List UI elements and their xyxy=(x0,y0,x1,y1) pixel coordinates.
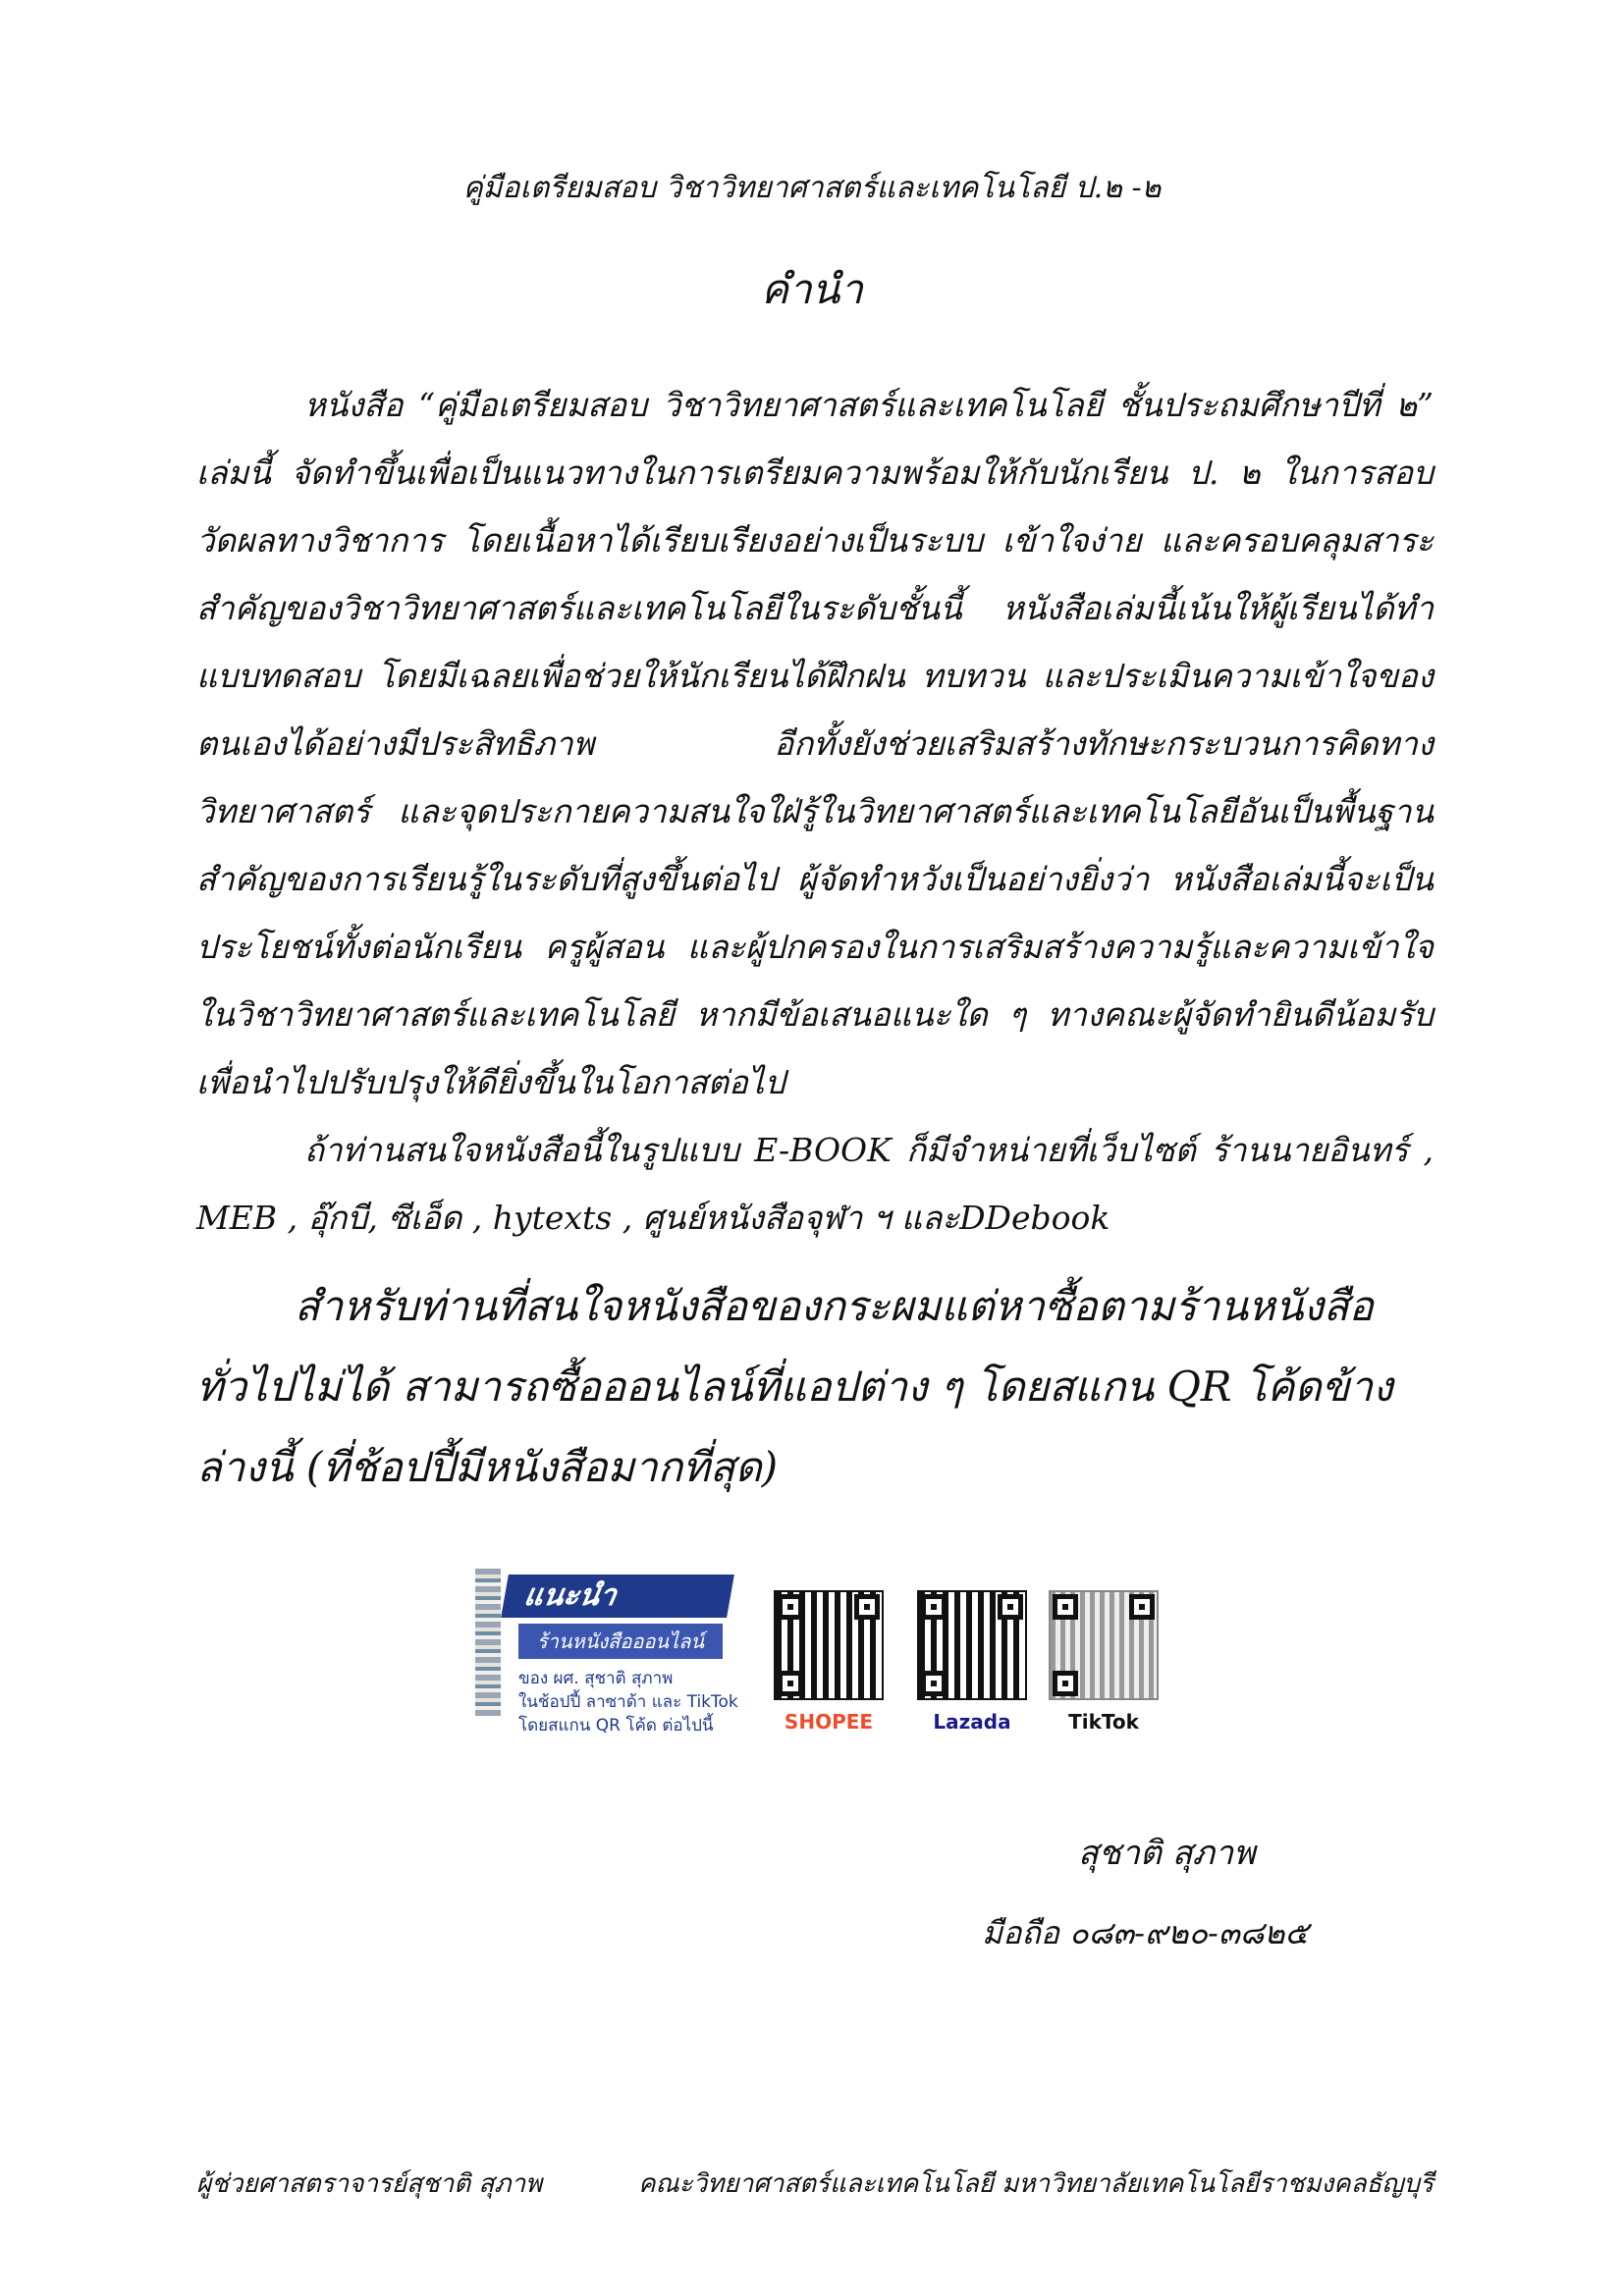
tiktok-qr-group[interactable] xyxy=(1045,1590,1163,1767)
online-shop-banner xyxy=(475,1569,1163,1775)
recommend-card xyxy=(475,1569,750,1775)
banner-title: แนะนำ xyxy=(501,1575,734,1618)
lazada-label: Lazada xyxy=(933,1710,1011,1734)
shopee-qr-code[interactable] xyxy=(774,1590,884,1700)
footer-author: ผู้ช่วยศาสตราจารย์สุชาติ สุภาพ xyxy=(196,2169,543,2199)
tiktok-label: TikTok xyxy=(1068,1710,1139,1734)
preface-paragraph-2: ถ้าท่านสนใจหนังสือนี้ในรูปแบบ E-BOOK ก็มีจำหน่ายที่เว็บไซต์ ร้านนายอินทร์ , MEB , อุ๊กบี, ซีเอ็ด , hytexts , ศูนย์หนังสือจุฬา ฯ และDDebook xyxy=(196,1131,1434,1237)
tiktok-qr-code[interactable] xyxy=(1049,1590,1159,1700)
banner-subtitle: ร้านหนังสือออนไลน์ xyxy=(518,1624,723,1659)
preface-paragraph-1: หนังสือ “คู่มือเตรียมสอบ วิชาวิทยาศาสตร์และเทคโนโลยี ชั้นประถมศึกษาปีที่ ๒” เล่มนี้ จัดทำขึ้นเพื่อเป็นแนวทางในการเตรียมความพร้อมให้กับนักเรียน ป. ๒ ในการสอบวัดผลทางวิชาการ โดยเนื้อหาได้เรียบเรียงอย่างเป็นระบบ เข้าใจง่าย และครอบคลุมสาระสำคัญของวิชาวิทยาศาสตร์และเทคโนโลยีในระดับชั้นนี้ หนังสือเล่มนี้เน้นให้ผู้เรียนได้ทำแบบทดสอบ โดยมีเฉลยเพื่อช่วยให้นักเรียนได้ฝึกฝน ทบทวน และประเมินความเข้าใจของตนเองได้อย่างมีประสิทธิภาพ อีกทั้งยังช่วยเสริมสร้างทักษะกระบวนการคิดทางวิทยาศาสตร์ และจุดประกายความสนใจใฝ่รู้ในวิทยาศาสตร์และเทคโนโลยีอันเป็นพื้นฐานสำคัญของการเรียนรู้ในระดับที่สูงขึ้นต่อไป ผู้จัดทำหวังเป็นอย่างยิ่งว่า หนังสือเล่มนี้จะเป็นประโยชน์ทั้งต่อนักเรียน ครูผู้สอน และผู้ปกครองในการเสริมสร้างความรู้และความเข้าใจในวิชาวิทยาศาสตร์และเทคโนโลยี หากมีข้อเสนอแนะใด ๆ ทางคณะผู้จัดทำยินดีน้อมรับเพื่อนำไปปรับปรุงให้ดียิ่งขึ้นในโอกาสต่อไป xyxy=(196,386,1434,1101)
page-title: คำนำ xyxy=(761,265,863,313)
promo-paragraph: สำหรับท่านที่สนใจหนังสือของกระผมแต่หาซื้อตามร้านหนังสือทั่วไปไม่ได้ สามารถซื้อออนไลน์ที่แอปต่าง ๆ โดยสแกน QR โค้ดข้างล่างนี้ (ที่ช้อปปี้มีหนังสือมากที่สุด) xyxy=(196,1282,1393,1491)
banner-text xyxy=(518,1667,750,1737)
shopee-qr-group[interactable] xyxy=(770,1590,888,1767)
preface-body xyxy=(196,371,1434,1252)
lazada-qr-group[interactable] xyxy=(913,1590,1031,1767)
shopee-label: SHOPEE xyxy=(784,1710,874,1734)
online-purchase-note xyxy=(196,1266,1434,1508)
running-header: คู่มือเตรียมสอบ วิชาวิทยาศาสตร์และเทคโนโลยี ป.๒ -๒ xyxy=(462,171,1162,205)
author-signature: สุชาติ สุภาพ xyxy=(1078,1834,1256,1873)
footer-institution: คณะวิทยาศาสตร์และเทคโนโลยี มหาวิทยาลัยเทคโนโลยีราชมงคลธัญบุรี xyxy=(638,2169,1434,2199)
banner-line: ของ ผศ. สุชาติ สุภาพ xyxy=(518,1669,674,1688)
lazada-qr-code[interactable] xyxy=(917,1590,1027,1700)
book-stack-icon xyxy=(475,1569,501,1716)
author-phone: มือถือ ๐๘๓-๙๒๐-๓๘๒๕ xyxy=(982,1914,1309,1951)
banner-line: โดยสแกน QR โค้ด ต่อไปนี้ xyxy=(518,1716,714,1735)
banner-line: ในช้อปปี้ ลาซาด้า และ TikTok xyxy=(518,1692,738,1712)
page-footer xyxy=(196,2163,1434,2204)
